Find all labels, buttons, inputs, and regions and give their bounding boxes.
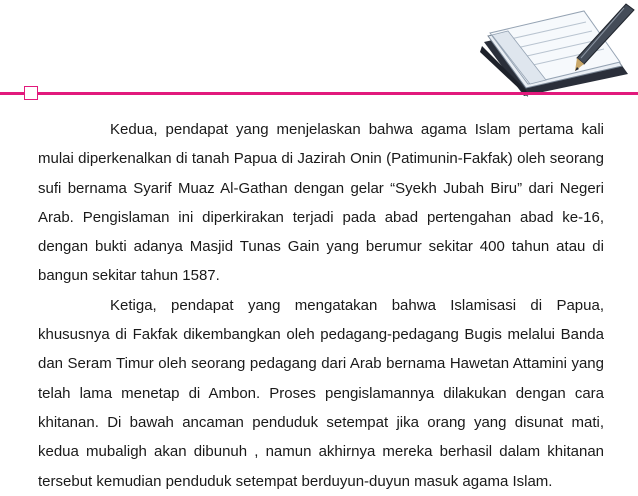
paragraph-ketiga: Ketiga, pendapat yang mengatakan bahwa Islamisasi di Papua, khususnya di Fakfak dikembangkan oleh pedagang-pedagang Bugis melalui Banda dan Seram Timur oleh seorang pedagang dari Arab bernama Hawetan Attamini yang telah lama menetap di Ambon. Proses pengislamannya dilakukan dengan cara khitanan. Di bawah ancaman penduduk setempat jika orang yang disunat mati, kedua mubaligh akan dibunuh , namun akhirnya mereka berhasil dalam khitanan tersebut kemudian penduduk setempat berduyun-duyun masuk agama Islam. [38,296,604,490]
body-text [38,115,604,496]
paragraph-kedua: Kedua, pendapat yang menjelaskan bahwa agama Islam pertama kali mulai diperkenalkan di tanah Papua di Jazirah Onin (Patimunin-Fakfak) oleh seorang sufi bernama Syarif Muaz Al-Gathan dengan gelar “Syekh Jubah Biru” dari Negeri Arab. Pengislaman ini diperkirakan terjadi pada abad pertengahan abad ke-16, dengan bukti adanya Masjid Tunas Gain yang berumur sekitar 400 tahun atau di bangun sekitar tahun 1587. [38,121,604,285]
accent-line-right [38,92,638,95]
checkbook-with-pen-icon [478,0,638,95]
accent-line-left [0,92,24,95]
accent-square [24,86,38,100]
